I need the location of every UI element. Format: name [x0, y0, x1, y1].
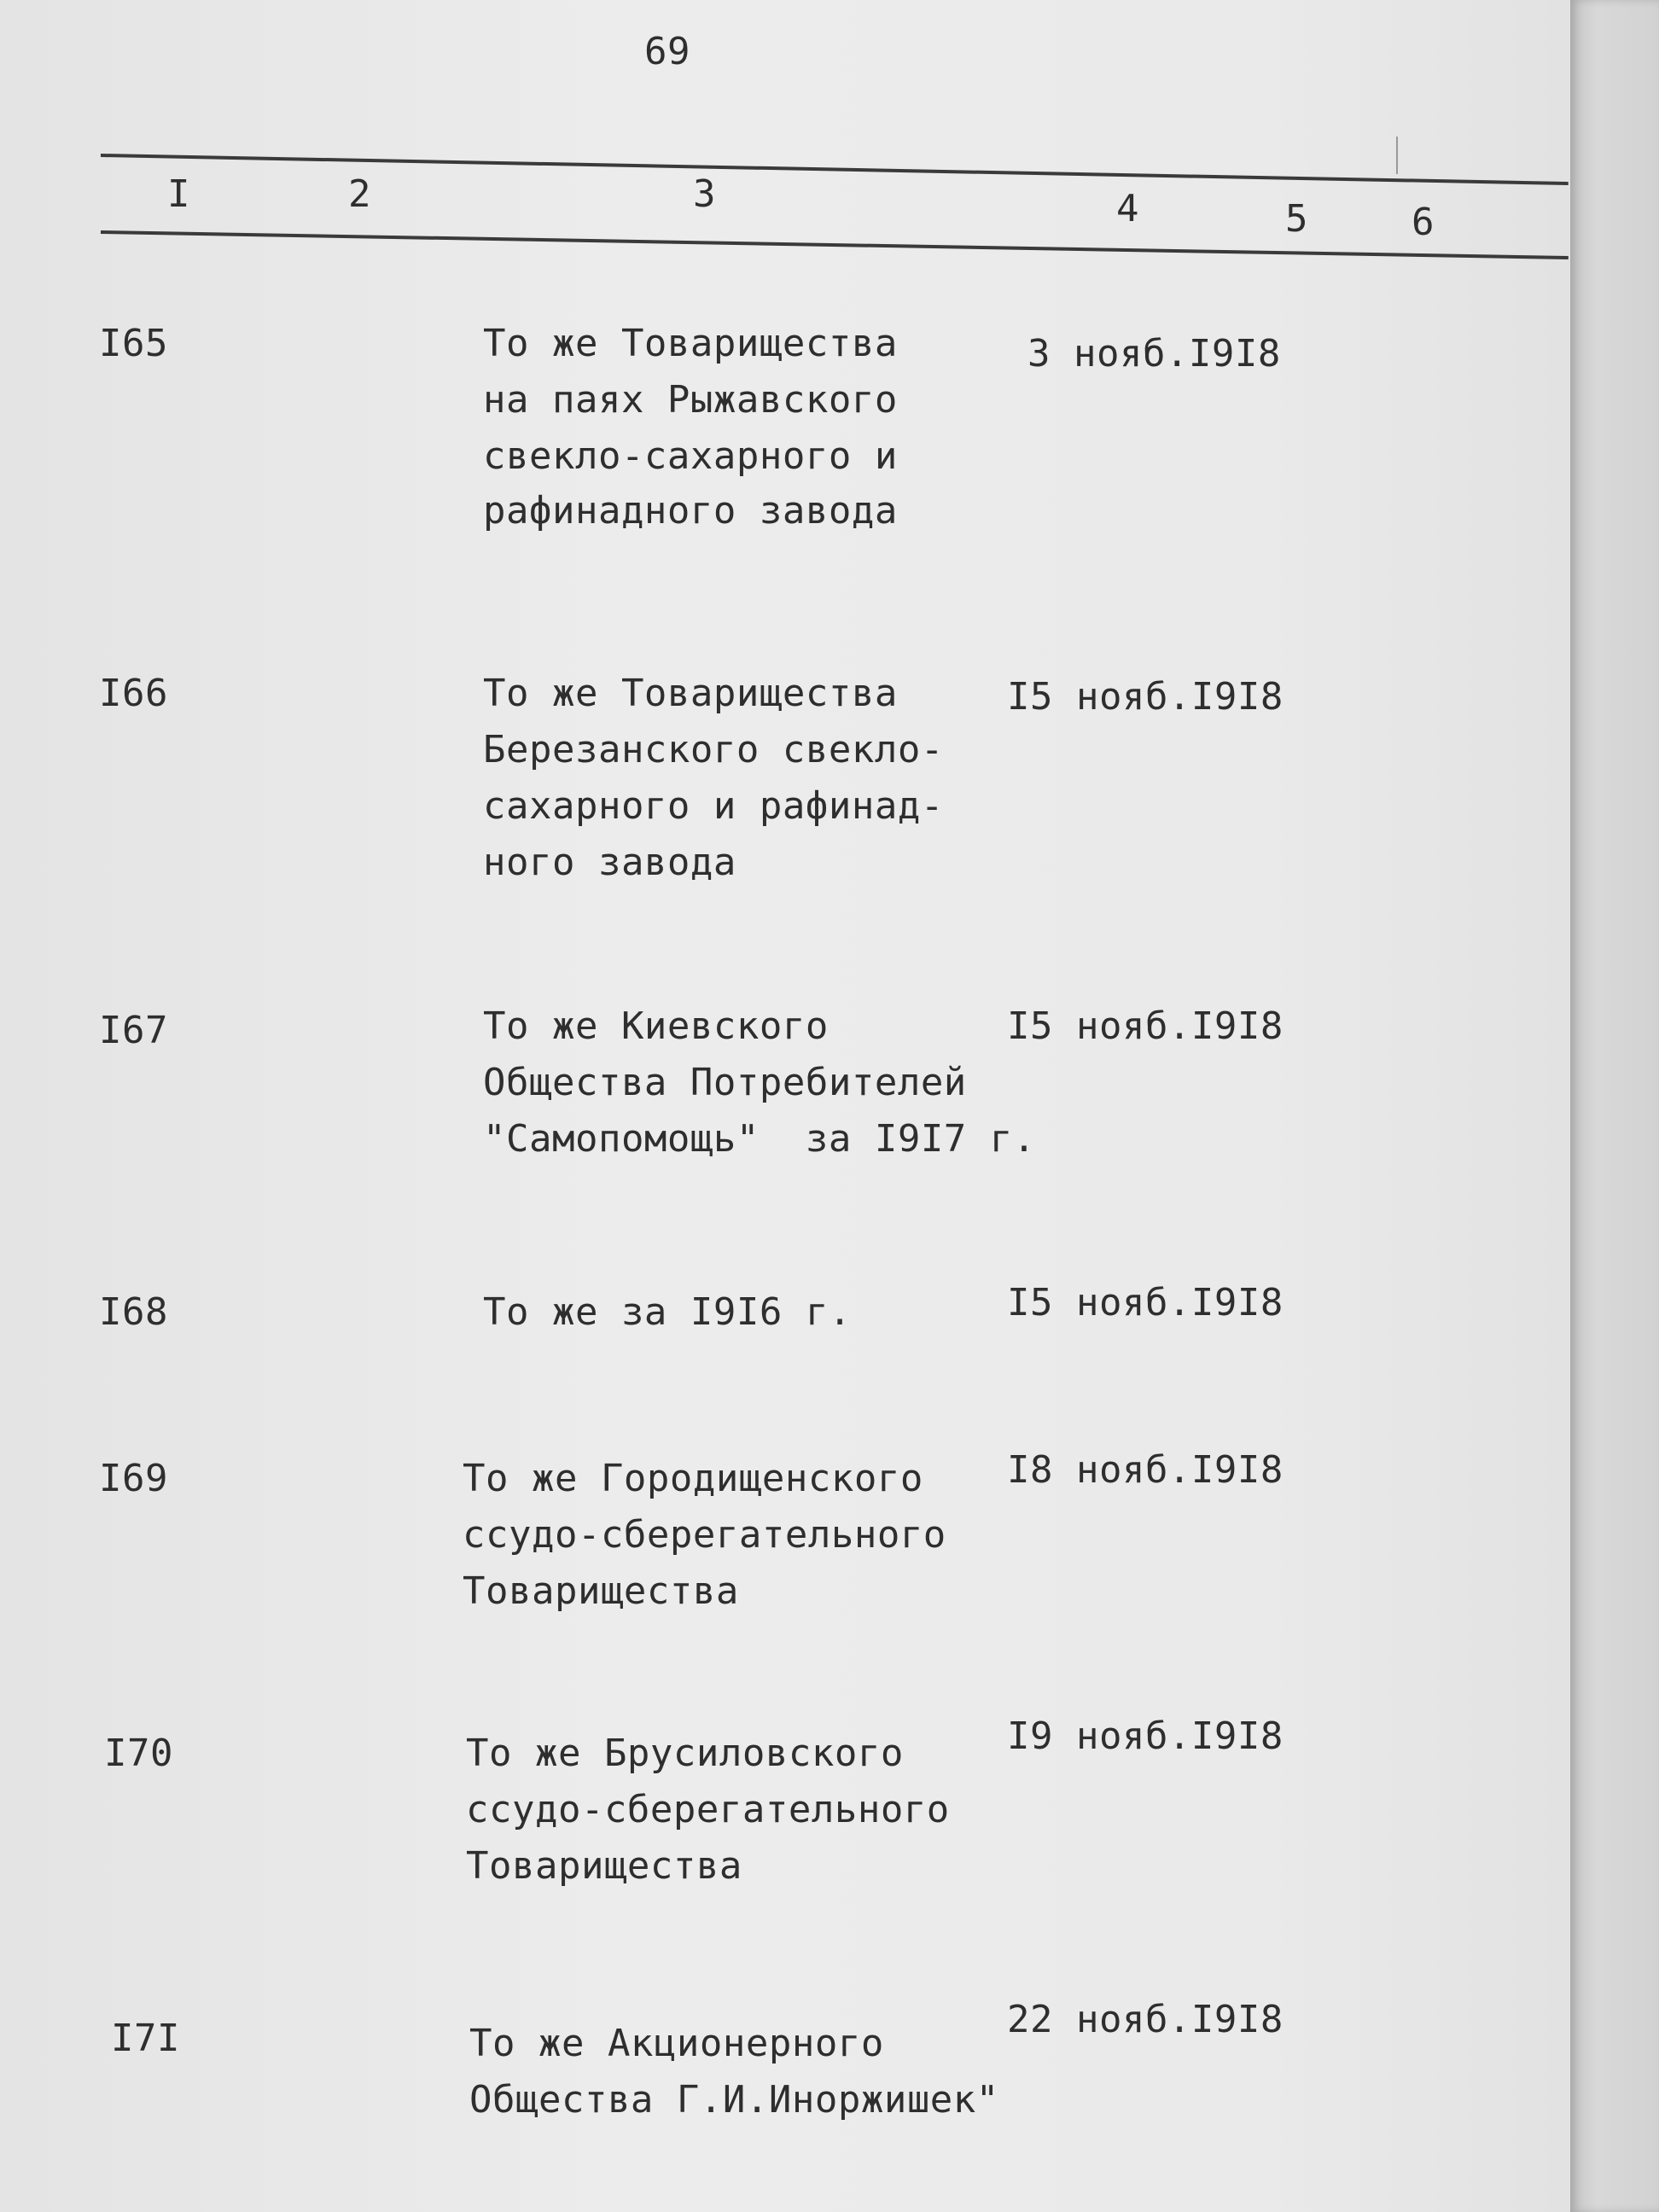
header-bottom-rule [101, 230, 1569, 259]
row-number: I67 [99, 1009, 168, 1052]
row-title-line: То же за I9I6 г. [483, 1290, 852, 1334]
row-title-line: То же Киевского [483, 1004, 829, 1048]
row-title-line: Общества Потребителей [483, 1061, 967, 1104]
row-number: I65 [99, 322, 168, 365]
row-number: I69 [99, 1457, 168, 1500]
row-number: I70 [104, 1732, 173, 1775]
row-date: I5 нояб.I9I8 [1007, 1004, 1284, 1048]
row-title-line: сахарного и рафинад- [483, 784, 944, 828]
row-date: I8 нояб.I9I8 [1007, 1448, 1284, 1492]
column-header-5: 5 [1285, 197, 1308, 241]
column-header-2: 2 [348, 172, 371, 216]
row-date: 3 нояб.I9I8 [1027, 332, 1281, 375]
row-number: I66 [99, 672, 168, 715]
row-title-line: Общества Г.И.Иноржишек" [469, 2078, 999, 2122]
row-date: I5 нояб.I9I8 [1007, 675, 1284, 719]
page-number: 69 [644, 30, 690, 73]
row-date: I9 нояб.I9I8 [1007, 1714, 1284, 1758]
row-title-line: "Самопомощь" за I9I7 г. [483, 1117, 1036, 1161]
row-title-line: То же Товарищества [483, 322, 898, 365]
row-title-line: на паях Рыжавского [483, 378, 898, 422]
row-title-line: свекло-сахарного и [483, 434, 898, 478]
row-title-line: Товарищества [463, 1569, 739, 1613]
adjacent-page-edge [1570, 0, 1659, 2212]
row-date: 22 нояб.I9I8 [1007, 1998, 1284, 2041]
row-title-line: Товарищества [466, 1844, 742, 1888]
row-number: I7I [111, 2017, 180, 2060]
column-header-6: 6 [1412, 201, 1435, 244]
row-title-line: То же Брусиловского [466, 1732, 904, 1775]
row-title-line: То же Городищенского [463, 1457, 923, 1500]
column-header-1: I [167, 172, 190, 216]
row-title-line: ного завода [483, 841, 736, 884]
row-title-line: То же Товарищества [483, 672, 898, 715]
row-title-line: Березанского свекло- [483, 728, 944, 771]
row-title-line: То же Акционерного [469, 2022, 884, 2065]
row-title-line: ссудо-сберегательного [466, 1788, 950, 1831]
column-header-3: 3 [693, 172, 716, 216]
header-top-rule [101, 154, 1569, 185]
column-header-4: 4 [1116, 187, 1139, 230]
column-divider [1396, 137, 1398, 174]
row-title-line: ссудо-сберегательного [463, 1513, 946, 1557]
row-number: I68 [99, 1290, 168, 1334]
row-date: I5 нояб.I9I8 [1007, 1281, 1284, 1324]
row-title-line: рафинадного завода [483, 489, 898, 533]
